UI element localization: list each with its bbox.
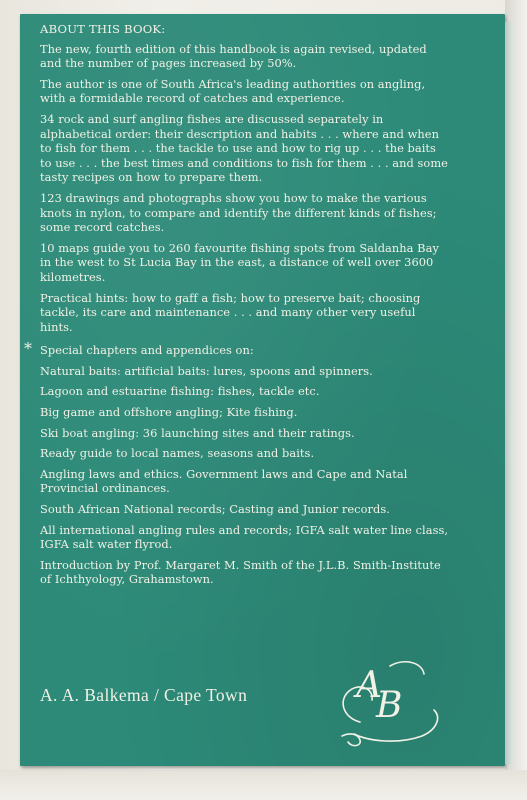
chapter-item: Lagoon and estuarine fishing: fishes, tackle etc. xyxy=(40,384,320,399)
chapter-item: Natural baits: artificial baits: lures, spoons and spinners. xyxy=(40,363,373,378)
paragraph-drawings: 123 drawings and photographs show you how to make the various knots in nylon, to compare and identify the different kinds of fishes; some record catches. xyxy=(40,190,437,235)
chapter-item: All international angling rules and records; IGFA salt water line class, IGFA salt water flyrod. xyxy=(40,522,449,552)
monogram-letters xyxy=(352,664,432,734)
chapter-item: Angling laws and ethics. Government laws and Cape and Natal Provincial ordinances. xyxy=(40,466,408,496)
paragraph-fishes: 34 rock and surf angling fishes are discussed separately in alphabetical order: their description and habits . . . where and when to fish for them . . . the tackle to use and how to rig up . . . the baits to use . . . the best times and conditions to fish for them . . . and some tasty recipes on how to prepare them. xyxy=(40,111,448,185)
publisher-imprint: A. A. Balkema / Cape Town xyxy=(40,685,248,705)
scan-edge-bottom xyxy=(0,770,527,800)
monogram-letter-a: A xyxy=(356,665,382,706)
chapter-item: South African National records; Casting and Junior records. xyxy=(40,502,390,517)
chapter-item: Introduction by Prof. Margaret M. Smith of the J.L.B. Smith-Institute of Ichthyology, Grahamstown. xyxy=(40,557,441,587)
chapter-item: Ready guide to local names, seasons and baits. xyxy=(40,446,315,461)
special-chapters-heading xyxy=(24,339,450,359)
about-heading: ABOUT THIS BOOK: xyxy=(40,22,166,36)
plastic-sleeve-edge xyxy=(505,22,513,764)
monogram-letter-b: B xyxy=(376,685,403,726)
paragraph-author: The author is one of South Africa's leading authorities on angling, with a formidable record of catches and experience. xyxy=(40,76,426,106)
cover-text xyxy=(24,22,450,593)
paragraph-maps: 10 maps guide you to 260 favourite fishing spots from Saldanha Bay in the west to St Lucia Bay in the east, a distance of well over 3600 kilometres. xyxy=(40,240,439,284)
asterisk-icon: * xyxy=(24,339,33,359)
chapter-item: Ski boat angling: 36 launching sites and their ratings. xyxy=(40,425,355,440)
paragraph-hints: Practical hints: how to gaff a fish; how to preserve bait; choosing tackle, its care and maintenance . . . and many other very useful hints. xyxy=(40,290,421,334)
special-chapters-label: Special chapters and appendices on: xyxy=(40,343,254,358)
paragraph-edition: The new, fourth edition of this handbook is again revised, updated and the number of pages increased by 50%. xyxy=(40,41,427,71)
chapter-item: Big game and offshore angling; Kite fishing. xyxy=(40,405,298,420)
